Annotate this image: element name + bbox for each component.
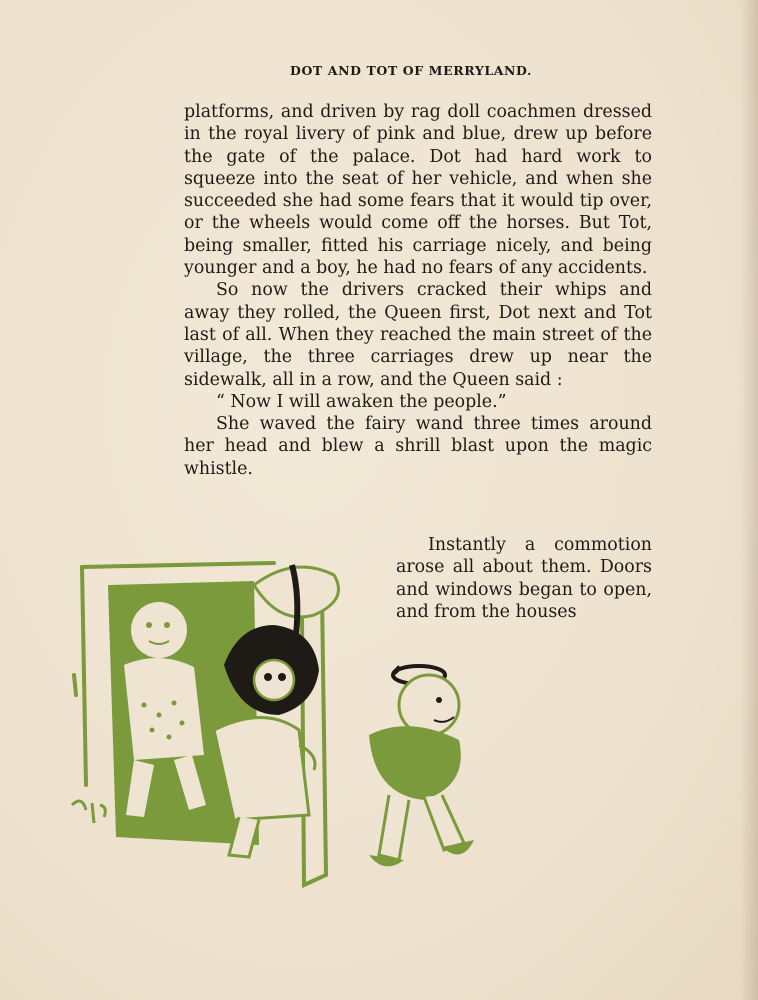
illustration-rag-dolls-at-door bbox=[64, 555, 524, 890]
boy-doll-walking bbox=[369, 666, 474, 866]
spine-shadow bbox=[740, 0, 758, 1000]
paragraph-5: Instantly a commotion arose all about them. Doors and windows began to open, and from the houses bbox=[396, 535, 652, 622]
artist-signature bbox=[72, 801, 105, 823]
running-head: DOT AND TOT OF MERRYLAND. bbox=[290, 63, 532, 78]
paragraph-4: She waved the fairy wand three times around her head and blew a shrill blast upon the magic whistle. bbox=[184, 414, 652, 479]
paragraph-1: platforms, and driven by rag doll coachmen dressed in the royal livery of pink and blue, drew up before the gate of the palace. Dot had hard work to squeeze into the seat of her vehicle, and when she succeeded she had some fears that it would tip over, or the wheels would come off the horses. But Tot, being smaller, fitted his carriage nicely, and being younger and a boy, he had no fears of any accidents. bbox=[184, 102, 652, 279]
paragraph-3: “ Now I will awaken the people.” bbox=[216, 391, 507, 412]
paragraph-2: So now the drivers cracked their whips and away they rolled, the Queen first, Dot next and Tot last of all. When they reached the main street of the village, the three carriages drew up near the sidewalk, all in a row, and the Queen said : bbox=[184, 280, 652, 390]
body-text bbox=[184, 101, 652, 480]
open-door bbox=[302, 595, 326, 885]
